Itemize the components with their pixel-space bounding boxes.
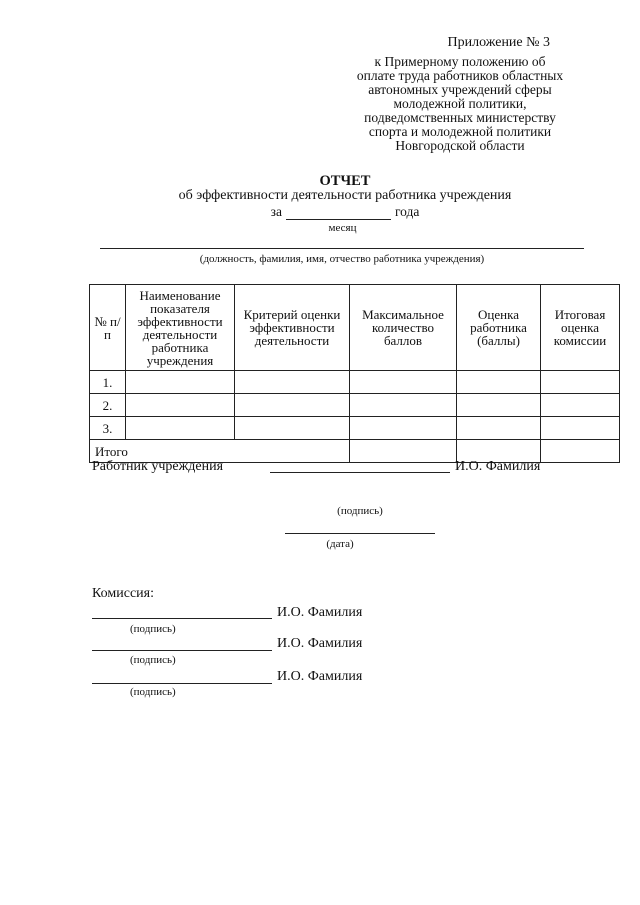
month-hint: месяц: [328, 222, 357, 234]
table-cell: [235, 417, 350, 440]
appendix-line: к Примерному положению об: [374, 54, 546, 69]
report-table: [89, 284, 620, 463]
employee-signature-line: [270, 472, 450, 473]
table-header-row: [90, 285, 620, 371]
employee-name: И.О. Фамилия: [455, 459, 541, 474]
appendix-line: Новгородской области: [395, 138, 525, 153]
appendix-block: [330, 36, 590, 153]
commission-signature-hint: (подпись): [130, 686, 176, 698]
table-cell: [126, 417, 235, 440]
appendix-line: оплате труда работников областных: [356, 68, 564, 83]
commission-signature-line: [92, 650, 272, 651]
row-number: 3.: [90, 417, 126, 440]
table-cell: [350, 417, 457, 440]
commission-signature-hint: (подпись): [130, 654, 176, 666]
position-hint: (должность, фамилия, имя, отчество работника учреждения): [199, 253, 485, 265]
col-header-commission-score: Итоговая оценка комиссии: [541, 285, 620, 371]
commission-member-name: И.О. Фамилия: [277, 636, 363, 651]
table-cell: [541, 394, 620, 417]
row-number: 2.: [90, 394, 126, 417]
table-cell: [350, 394, 457, 417]
employee-label: Работник учреждения: [92, 459, 224, 474]
table-row: [90, 394, 620, 417]
table-row: [90, 417, 620, 440]
position-blank-line: [100, 248, 584, 249]
table-cell: [457, 371, 541, 394]
report-subtitle: об эффективности деятельности работника учреждения: [178, 188, 512, 203]
row-number: 1.: [90, 371, 126, 394]
date-line: [285, 533, 435, 534]
table-cell: [350, 440, 457, 463]
period-suffix: года: [394, 204, 420, 219]
report-period: [100, 204, 590, 220]
table-cell: [541, 440, 620, 463]
commission-signature-line: [92, 683, 272, 684]
month-blank-line: [286, 207, 391, 220]
commission-signature-line: [92, 618, 272, 619]
appendix-line: спорта и молодежной политики: [368, 124, 552, 139]
appendix-line: автономных учреждений сферы: [368, 82, 552, 97]
table-cell: [126, 394, 235, 417]
period-prefix: за: [270, 204, 282, 219]
table-cell: [235, 371, 350, 394]
table-row: [90, 371, 620, 394]
employee-signature-hint: (подпись): [337, 505, 383, 517]
date-hint: (дата): [326, 538, 354, 550]
total-label: Итого: [90, 440, 350, 463]
appendix-line: подведомственных министерству: [364, 110, 556, 125]
appendix-line: молодежной политики,: [393, 96, 527, 111]
col-header-max-score: Максимальное количество баллов: [350, 285, 457, 371]
col-header-employee-score: Оценка работника (баллы): [457, 285, 541, 371]
table-cell: [126, 371, 235, 394]
col-header-indicator: Наименование показателя эффективности деятельности работника учреждения: [126, 285, 235, 371]
table-cell: [457, 417, 541, 440]
appendix-number: Приложение № 3: [447, 35, 550, 50]
table-cell: [541, 417, 620, 440]
table-cell: [457, 394, 541, 417]
table-cell: [541, 371, 620, 394]
commission-member-name: И.О. Фамилия: [277, 669, 363, 684]
commission-label: Комиссия:: [92, 586, 154, 601]
table-cell: [350, 371, 457, 394]
table-cell: [235, 394, 350, 417]
commission-signature-hint: (подпись): [130, 623, 176, 635]
col-header-number: № п/п: [90, 285, 126, 371]
col-header-criterion: Критерий оценки эффективности деятельности: [235, 285, 350, 371]
commission-member-name: И.О. Фамилия: [277, 605, 363, 620]
report-title: ОТЧЕТ: [319, 173, 371, 189]
